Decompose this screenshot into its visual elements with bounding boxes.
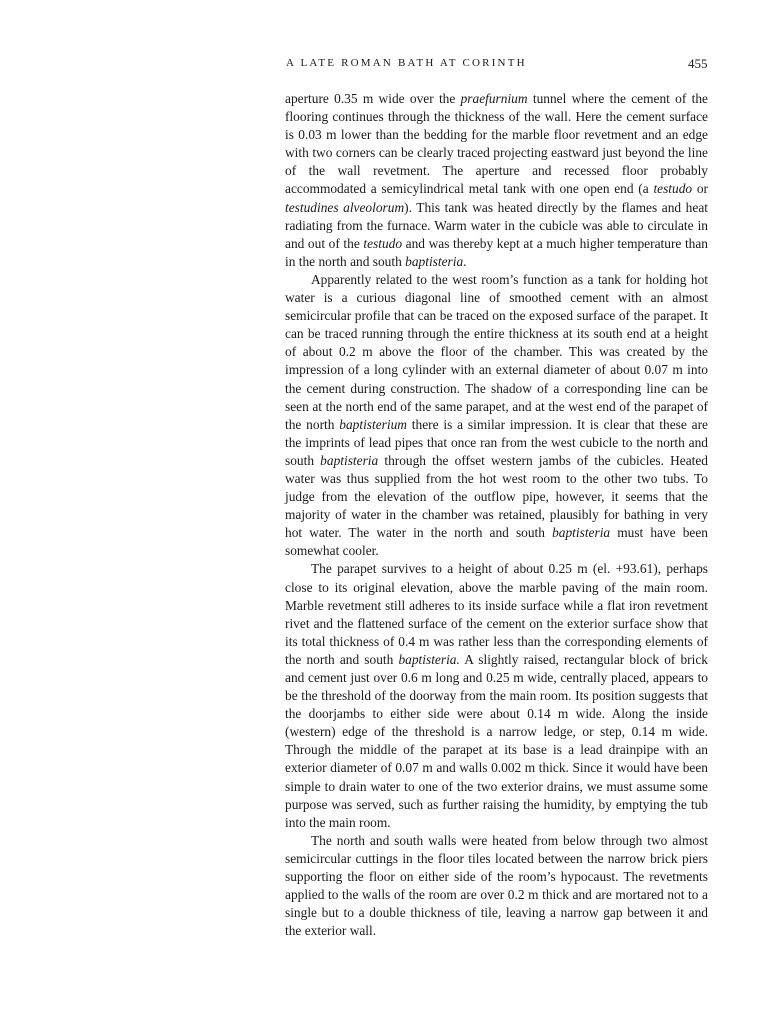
italic-text: baptisteria. xyxy=(398,651,460,667)
text-run: or xyxy=(692,181,708,197)
italic-text: praefurnium xyxy=(460,91,528,106)
text-run: a xyxy=(642,181,654,197)
page-number: 455 xyxy=(688,56,708,71)
italic-text: testudines alveolorum xyxy=(285,199,405,215)
italic-text: testudo xyxy=(363,235,403,251)
italic-text: baptisteria xyxy=(405,253,464,269)
italic-text: baptisteria xyxy=(320,452,379,468)
text-run: and was thereby kept at a much higher temperature than in the north and south xyxy=(285,235,708,269)
text-run: ). This tank was heated directly by the flames and heat radiating from the furnace. Warm water in the cubicle was able to circulate in and out of the xyxy=(285,199,708,251)
paragraph xyxy=(285,271,708,561)
text-run: Apparently related to the west room’s function as a tank for holding hot water is a curious diagonal line of smoothed cement with an almost semicircular profile that can be traced on the exposed surface of the parapet. It can be traced running through the entire thickness at its south end at a height of about 0.2 m above the floor of the chamber. This was created by the impression of a long cylinder with an external diameter of about 0.07 m into the cement during construction. The shadow of a corresponding line can be seen at the north end of the same parapet, and at the west end of the parapet of the north xyxy=(285,271,708,432)
running-head: A LATE ROMAN BATH AT CORINTH xyxy=(286,57,527,69)
text-run: The parapet survives to a height of about 0.25 m (el. +93.61), perhaps close to its original elevation, above the marble paving of the main room. Marble revetment still adheres to its inside surface while a flat iron revetment rivet and the flattened surface of the cement on the exterior surface show that its total thickness of 0.4 m was rather less than the corresponding elements of the north and south xyxy=(285,561,708,667)
text-run: must have been somewhat cooler. xyxy=(285,525,709,559)
text-run: . xyxy=(463,253,467,269)
body-text xyxy=(285,90,708,940)
paragraph xyxy=(285,90,708,271)
text-run: there is a similar impression. It is clear that these are the imprints of lead pipes that once ran from the west cubicle to the north and south xyxy=(285,416,708,468)
text-run: The north and south walls were heated from below through two almost semicircular cuttings in the floor tiles located between the narrow brick piers supporting the floor on either side of the room’s hypocaust. The revetments applied to the walls of the room are over 0.2 m thick and are mortared not to a single but to a double thickness of tile, leaving a narrow gap between it and the exterior wall. xyxy=(285,832,708,939)
paragraph xyxy=(285,560,708,831)
text-run: tunnel where the cement of the flooring continues through the thickness of the wall. Here the cement surface is 0.03 m lower than the bedding for the marble floor revetment and an edge with two corners can be clearly traced projecting eastward just beyond the line of the wall revetment. The aperture and recessed floor probably accommodated a semicylindrical metal tank with one open end ( xyxy=(285,91,708,197)
text-run: A slightly raised, rectangular block of brick and cement just over 0.6 m long and 0.25 m wide, centrally placed, appears to be the threshold of the doorway from the main room. Its position suggests that the doorjambs to either side were about 0.14 m wide. Along the inside (western) edge of the threshold is a narrow ledge, or step, 0.14 m wide. Through the middle of the parapet at its base is a lead drainpipe with an exterior diameter of 0.07 m and walls 0.002 m thick. Since it would have been simple to drain water to one of the two exterior drains, we must assume some purpose was served, such as further raising the humidity, by emptying the tub into the main room. xyxy=(285,651,708,830)
italic-text: baptisterium xyxy=(339,416,407,432)
paragraph xyxy=(285,832,708,941)
text-run: through the offset western jambs of the cubicles. Heated water was thus supplied from the hot west room to the other two tubs. To judge from the elevation of the outflow pipe, however, it seems that the majority of water in the chamber was retained, plausibly for bathing in very hot water. The water in the north and south xyxy=(285,452,709,541)
text-run: aperture 0.35 m wide over the xyxy=(285,91,461,106)
italic-text: testudo xyxy=(653,181,693,197)
italic-text: baptisteria xyxy=(552,525,611,541)
